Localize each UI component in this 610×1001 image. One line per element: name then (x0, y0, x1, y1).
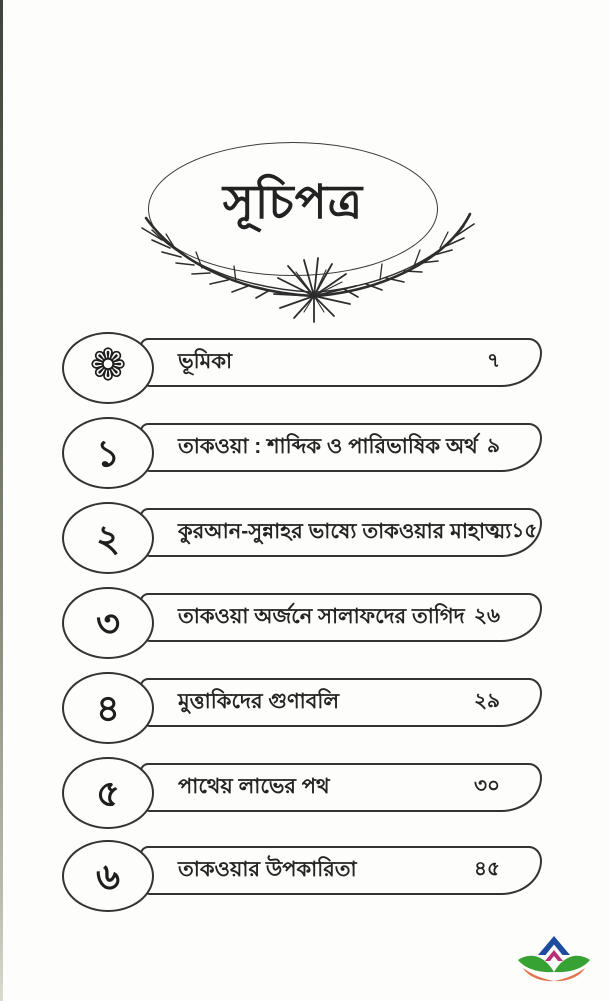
title-medallion (148, 140, 443, 315)
chapter-number: ২ (95, 517, 121, 559)
toc-item-label: তাকওয়া অর্জনে সালাফদের তাগিদ (178, 605, 465, 628)
toc-marker-bubble (62, 672, 154, 744)
toc-page-number: ৪৫ (474, 858, 500, 880)
toc-banner (140, 423, 542, 472)
toc-item-label: পাথেয় লাভের পথ (178, 775, 330, 798)
toc-item-label: কুরআন-সুন্নাহর ভাষ্যে তাকওয়ার মাহাত্ম্য (178, 520, 512, 543)
toc-marker-bubble (62, 332, 154, 404)
laurel-flourish-decoration (118, 200, 498, 330)
toc-page-number: ৯ (487, 435, 500, 457)
chapter-number: ৪ (95, 687, 120, 729)
toc-marker-bubble (62, 502, 154, 574)
toc-page-number: ২৯ (474, 690, 500, 712)
toc-row-2[interactable] (0, 502, 610, 580)
toc-page-number: ৩০ (473, 775, 500, 797)
toc-marker-bubble (62, 757, 154, 829)
toc-item-label: মুত্তাকিদের গুণাবলি (178, 690, 340, 713)
toc-row-1[interactable] (0, 417, 610, 495)
chapter-number: ১ (95, 432, 120, 474)
toc-marker-bubble (62, 840, 154, 912)
toc-page-number: ৭ (486, 350, 500, 372)
toc-page-number: ২৬ (473, 605, 500, 627)
toc-item-label: ভূমিকা (178, 350, 233, 373)
toc-row-3[interactable] (0, 587, 610, 665)
toc-item-label: তাকওয়ার উপকারিতা (178, 858, 357, 881)
toc-banner (140, 338, 542, 387)
chapter-number: ৩ (95, 602, 121, 644)
toc-row-4[interactable] (0, 672, 610, 750)
toc-page-number: ১৫ (511, 520, 538, 542)
toc-item-label: তাকওয়া : শাব্দিক ও পারিভাষিক অর্থ (178, 435, 478, 458)
chapter-number: ৫ (95, 772, 120, 814)
toc-row-intro[interactable] (0, 332, 610, 410)
chapter-number: ৬ (95, 855, 121, 897)
toc-row-6[interactable] (0, 840, 610, 918)
toc-banner (140, 593, 542, 642)
toc-banner (140, 763, 542, 812)
toc-banner (140, 846, 542, 895)
rosette-flower-icon: ❁ (89, 341, 127, 390)
toc-row-5[interactable] (0, 757, 610, 835)
toc-marker-bubble (62, 587, 154, 659)
page-title: সূচিপত্র (222, 175, 364, 228)
toc-banner (140, 678, 542, 727)
toc-marker-bubble (62, 417, 154, 489)
toc-banner (140, 508, 542, 557)
publisher-open-book-logo (516, 932, 592, 988)
